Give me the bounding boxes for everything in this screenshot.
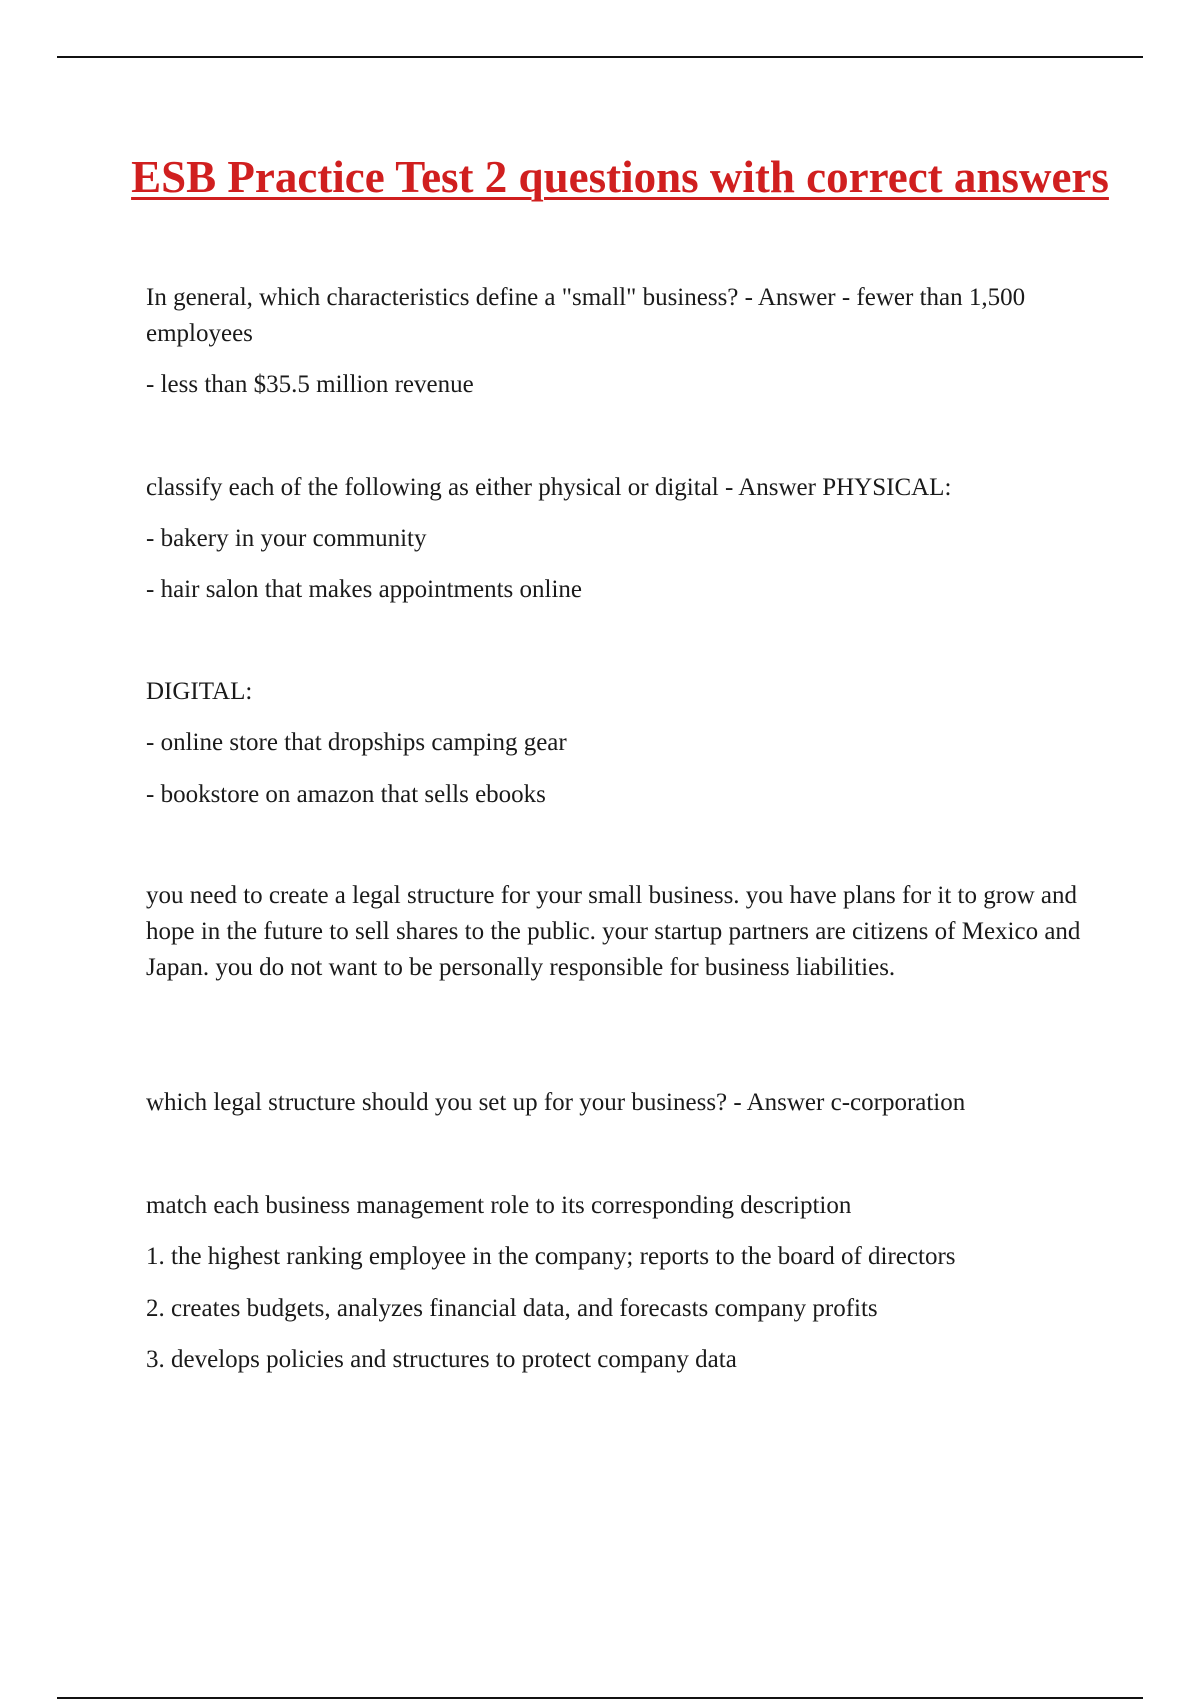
legal-structure-scenario: you need to create a legal structure for your small business. you have plans for it to grow and hope in the future to sell shares to the public. your startup partners are citizens of Mexico and Japan. you do not want to be personally responsible for business liabilities. (146, 882, 1081, 981)
question-management-roles: match each business management role to its corresponding description (146, 1192, 852, 1219)
top-rule (57, 56, 1143, 58)
list-item: 2. creates budgets, analyzes financial data, and forecasts company profits (146, 1295, 878, 1322)
question-small-business: In general, which characteristics define a "small" business? - Answer - fewer than 1,500 employees (146, 284, 1026, 347)
question-physical-digital: classify each of the following as either physical or digital - Answer PHYSICAL: (146, 474, 952, 501)
list-item: 3. develops policies and structures to protect company data (146, 1346, 737, 1373)
list-item: - bakery in your community (146, 525, 427, 552)
list-item: - bookstore on amazon that sells ebooks (146, 781, 546, 808)
answer-revenue: - less than $35.5 million revenue (146, 371, 474, 398)
list-item: 1. the highest ranking employee in the company; reports to the board of directors (146, 1243, 956, 1270)
list-item: - online store that dropships camping gear (146, 729, 567, 756)
list-item: - hair salon that makes appointments online (146, 576, 583, 603)
document-title: ESB Practice Test 2 questions with correct answers (131, 152, 1109, 202)
bottom-rule (57, 1697, 1143, 1699)
digital-heading: DIGITAL: (146, 678, 253, 705)
question-legal-structure: which legal structure should you set up for your business? - Answer c-corporation (146, 1089, 966, 1116)
